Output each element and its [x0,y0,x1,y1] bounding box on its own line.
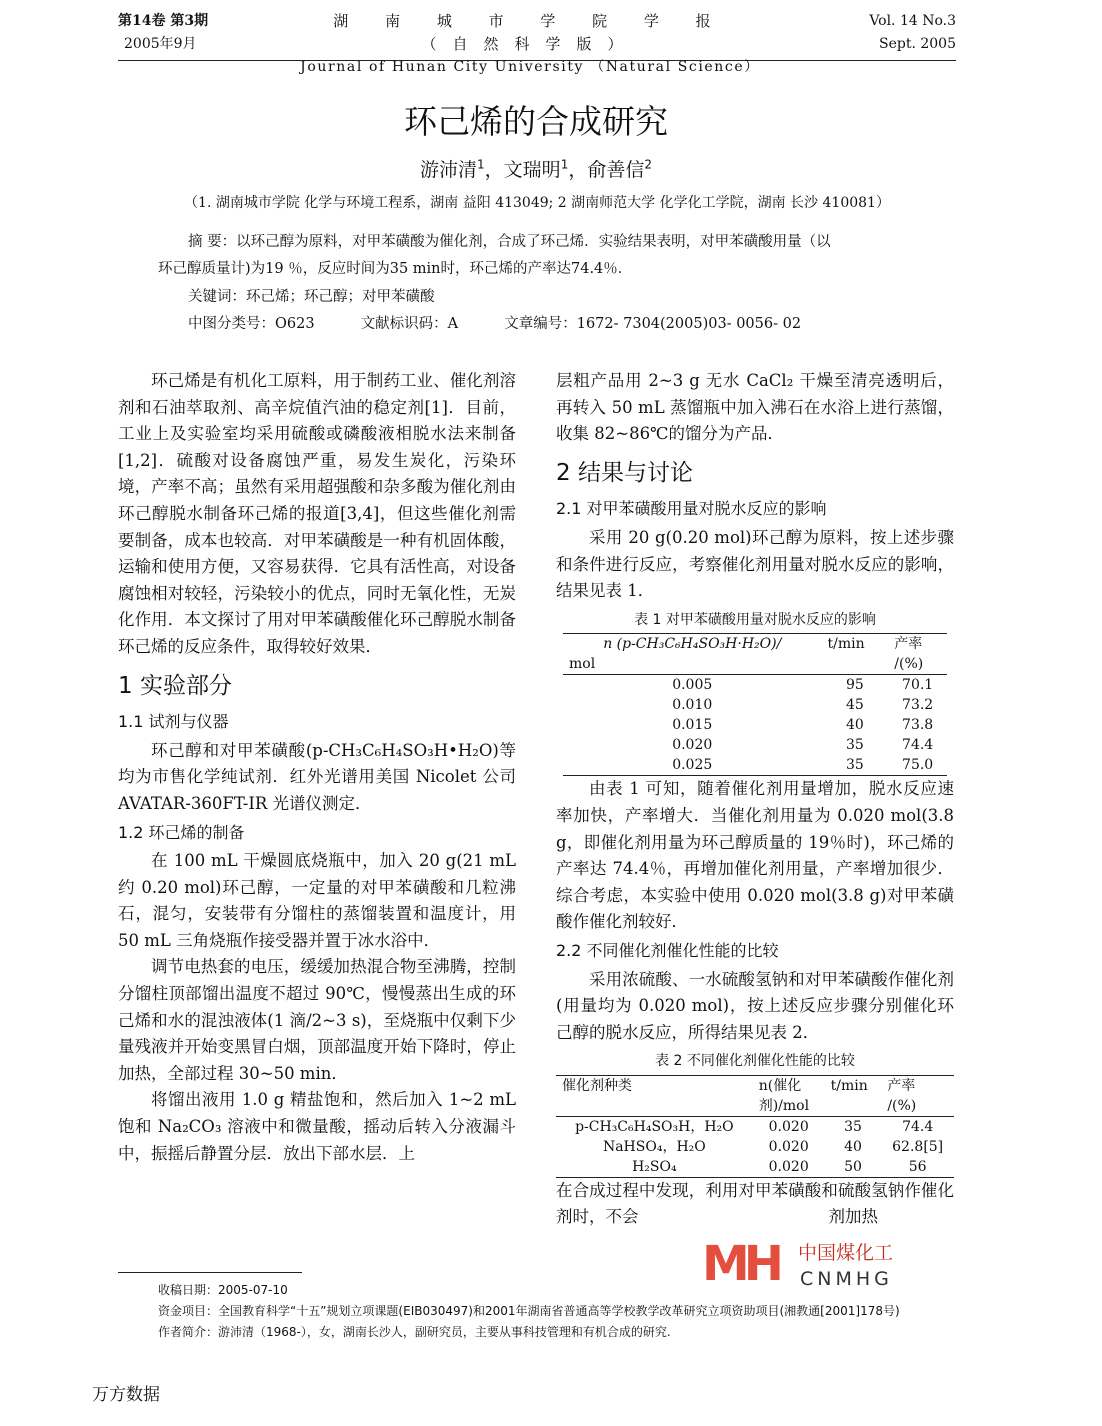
footnote-rule [118,1272,302,1273]
watermark-mark: MH [702,1236,778,1292]
footnote-received: 收稿日期：2005-07-10 [158,1283,288,1297]
table-cell: 74.4 [902,737,934,754]
right-column [556,368,954,1231]
table-2-caption: 表 2 不同催化剂催化性能的比较 [655,1053,855,1070]
table-2 [556,1075,954,1178]
table-cell: 0.025 [563,755,822,776]
section-heading-2: 2 结果与讨论 [556,459,693,486]
preparation-paragraph-2: 调节电热套的电压，缓缓加热混合物至沸腾，控制分馏柱顶部馏出温度不超过 90℃，慢慢蒸出生成的环己烯和水的混浊液体(1 滴/2~3 s)，至烧瓶中仅剩下少量残液并开始变黑冒白烟，顶部温度开始下降时，停止加热，全部过程 30~50 min． [118,957,516,1083]
table-row [556,1157,954,1178]
table-cell: 70.1 [902,677,934,694]
table-1-header-yield-unit: /(%) [888,654,947,675]
table-cell: 0.020 [672,737,713,754]
table-1-header-time: t/min [822,634,889,655]
table-cell: 56 [881,1157,954,1178]
author-name: 游沛清 [420,159,478,181]
catalyst-amount-paragraph: 采用 20 g(0.20 mol)环己醇为原料，按上述步骤和条件进行反应，考察催化剂用量对脱水反应的影响，结果见表 1． [556,527,954,601]
section-heading-1: 1 实验部分 [118,672,232,699]
table-cell: 0.010 [672,697,713,714]
table-2-header-catalyst: 催化剂种类 [556,1075,753,1096]
subsection-heading-2-2: 2.2 不同催化剂催化性能的比较 [556,940,779,960]
table-cell: 75.0 [888,755,947,776]
table-1-caption: 表 1 对甲苯磺酸用量对脱水反应的影响 [634,611,876,628]
table-cell: 73.2 [902,697,934,714]
table-cell: 35 [845,737,864,754]
footnote-author: 作者简介：游沛清（1968-），女，湖南长沙人，副研究员，主要从事科技管理和有机合成的研究. [158,1325,671,1339]
table-row [556,1137,954,1157]
table-cell: 0.020 [768,1118,809,1135]
table-cell: 50 [825,1157,882,1178]
table-cell: 73.8 [902,717,934,734]
watermark-cn: 中国煤化工 [798,1242,894,1264]
table-1 [563,633,947,776]
abstract [158,229,928,283]
table-cell: NaHSO₄，H₂O [602,1138,706,1155]
table-1-discussion: 由表 1 可知，随着催化剂用量增加，脱水反应速率加快，产率增大．当催化剂用量为 0.020 mol(3.8 g，即催化剂用量为环己醇质量的 19％时)，环己烯的产率达 74.4％，再增加催化剂用量，产率增加很少．综合考虑，本实验中使用 0.020 mol(3.8 g)对甲苯磺酸作催化剂较好． [556,779,954,932]
subsection-heading-1-2: 1.2 环己烯的制备 [118,822,245,842]
header-journal-en: Journal of Hunan City University （Natural Science） [300,59,760,75]
header-journal-cn: 湖 南 城 市 学 院 学 报 （自然科学版） [333,12,727,53]
header-volume-cn: 第14卷 第3期 [118,13,209,29]
preparation-paragraph-3: 将馏出液用 1.0 g 精盐饱和，然后加入 1~2 mL 饱和 Na₂CO₃ 溶液中和微量酸，摇动后转入分液漏斗中，振摇后静置分层．放出下部水层．上 [118,1090,516,1163]
synthesis-observation-text: 在合成过程中发现，利用对甲苯磺酸和硫酸氢钠作催化剂时，不会 [556,1180,954,1227]
table-cell: 40 [845,717,864,734]
table-2-header-amount-unit: 剂)/mol [753,1096,825,1117]
keywords: 关键词：环己烯；环己醇；对甲苯磺酸 [188,289,435,305]
table-cell: 35 [844,1118,862,1135]
classification-line: 中图分类号：O623 文献标识码：A 文章编号：1672- 7304(2005)03- 0056- 02 [188,316,802,332]
table-2-header-yield-unit: /(%) [881,1096,954,1117]
table-cell: 74.4 [902,1118,934,1135]
author-affil-mark: 1 [560,157,569,172]
author-list: 游沛清$^1$，文瑞明$^1$，俞善信$^2$ [420,157,652,181]
table-cell: 62.8[5] [892,1138,944,1155]
affiliation: （1. 湖南城市学院 化学与环境工程系，湖南 益阳 413049; 2 湖南师范大学 化学化工学院，湖南 长沙 410081） [184,195,890,211]
table-1-header-amount: n (p-CH₃C₆H₄SO₃H·H₂O)/ [563,634,822,655]
table-2-header-time: t/min [825,1075,882,1096]
reagents-paragraph: 环己醇和对甲苯磺酸(p-CH₃C₆H₄SO₃H•H₂O)等均为市售化学纯试剂．红外光谱用美国 Nicolet 公司 AVATAR-360FT-IR 光谱仪测定． [118,740,516,813]
table-cell: p-CH₃C₆H₄SO₃H，H₂O [575,1118,734,1135]
paper-title: 环己烯的合成研究 [404,102,668,141]
header-volume-en: Vol. 14 No.3 [869,13,956,29]
left-column [118,368,516,1167]
database-mark: 万方数据 [92,1385,160,1405]
table-1-header-unit: mol [563,654,822,675]
header-journal-block [300,10,760,79]
watermark-en: CNMHG [800,1268,893,1290]
purification-paragraph: 层粗产品用 2~3 g 无水 CaCl₂ 干燥至清亮透明后，再转入 50 mL 蒸馏瓶中加入沸石在水浴上进行蒸馏，收集 82~86℃的馏分为产品． [556,371,954,444]
header-volume-block [118,10,208,56]
subsection-heading-2-1: 2.1 对甲苯磺酸用量对脱水反应的影响 [556,499,827,519]
catalyst-comparison-paragraph: 采用浓硫酸、一水硫酸氢钠和对甲苯磺酸作催化剂(用量均为 0.020 mol)，按上述反应步骤分别催化环己醇的脱水反应，所得结果见表 2． [556,969,954,1042]
table-cell: H₂SO₄ [556,1157,753,1178]
table-row [563,675,947,696]
table-1-header-yield: 产率 [888,634,947,655]
table-cell: 40 [844,1138,862,1155]
author-affil-mark: 2 [644,157,652,172]
subsection-heading-1-1: 1.1 试剂与仪器 [118,712,229,732]
header-rule [118,60,956,61]
footnotes [158,1280,958,1343]
table-row [563,695,947,715]
abstract-line-1: 摘 要：以环己醇为原料，对甲苯磺酸为催化剂，合成了环己烯．实验结果表明，对甲苯磺酸用量（以 [188,234,831,250]
table-2-header-amount: n(催化 [753,1075,825,1096]
author-name: 文瑞明 [503,159,561,181]
table-cell: 0.020 [753,1157,825,1178]
preparation-paragraph-1: 在 100 mL 干燥圆底烧瓶中，加入 20 g(21 mL 约 0.20 mol)环己醇，一定量的对甲苯磺酸和几粒沸石，混匀，安装带有分馏柱的蒸馏装置和温度计，用 50 mL 三角烧瓶作接受器并置于冰水浴中． [118,851,516,950]
author-name: 俞善信 [587,159,645,181]
synthesis-observation-paragraph [556,1178,954,1231]
author-affil-mark: 1 [477,157,485,172]
intro-paragraph: 环己烯是有机化工原料，用于制药工业、催化剂溶剂和石油萃取剂、高辛烷值汽油的稳定剂[1]．目前，工业上及实验室均采用硫酸或磷酸液相脱水法来制备[1,2]．硫酸对设备腐蚀严重，易发生炭化，污染环境，产率不高；虽然有采用超强酸和杂多酸为催化剂由环己醇脱水制备环己烯的报道[3,4]，但这些催化剂需要制备，成本也较高．对甲苯磺酸是一种有机固体酸，运输和使用方便，又容易获得．它具有活性高，对设备腐蚀相对较轻，污染较小的优点，同时无氧化性，无炭化作用．本文探讨了用对甲苯磺酸催化环己醇脱水制备环己烯的反应条件，取得较好效果． [118,371,516,656]
footnote-fund: 资金项目：全国教育科学“十五”规划立项课题(EIB030497)和2001年湖南省普通高等学校教学改革研究立项资助项目(湘教通[2001]178号) [158,1304,900,1318]
table-2-header-yield: 产率 [881,1075,954,1096]
table-row [563,755,947,776]
table-cell: 0.005 [672,677,713,694]
table-cell: 45 [845,697,864,714]
watermark-tail-text: 剂加热 [828,1207,878,1227]
header-date-cn: 2005年9月 [124,36,197,52]
table-row [563,735,947,755]
header-date-en: Sept. 2005 [879,36,956,52]
table-cell: 0.020 [768,1138,809,1155]
table-cell: 95 [845,677,864,694]
header-volume-en-block [820,10,956,56]
table-row [556,1116,954,1137]
abstract-line-2: 环己醇质量计)为19 ％，反应时间为35 min时，环己烯的产率达74.4％． [158,261,633,277]
table-cell: 0.015 [672,717,713,734]
table-cell: 35 [822,755,889,776]
table-row [563,715,947,735]
